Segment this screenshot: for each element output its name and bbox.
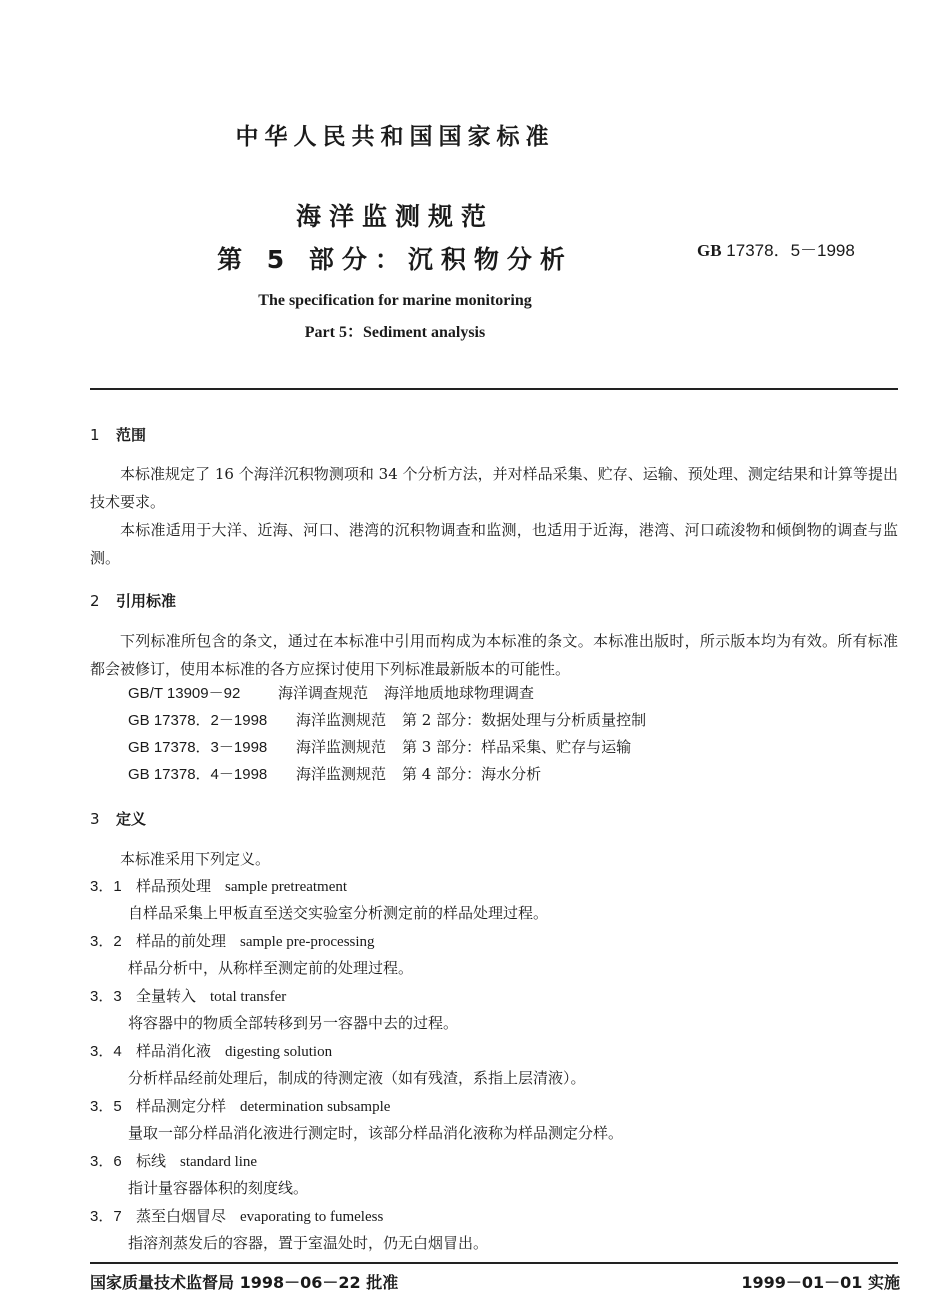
section-title: 引用标准: [116, 592, 177, 610]
definition-description: 量取一部分样品消化液进行测定时，该部分样品消化液称为样品测定分样。: [128, 1124, 624, 1142]
reference-title: 海洋调查规范: [278, 684, 369, 702]
definition-number: 3．7: [90, 1208, 122, 1225]
term-chinese: 样品消化液: [136, 1042, 212, 1060]
reference-item: [128, 736, 631, 757]
term-english: digesting solution: [225, 1044, 333, 1060]
implementation-date: 1999－01－01 实施: [741, 1273, 900, 1292]
national-standard-label: 中华人民共和国国家标准: [235, 124, 555, 150]
term-chinese: 样品预处理: [136, 877, 212, 895]
reference-part: 第 2 部分：数据处理与分析质量控制: [402, 711, 647, 729]
definition-description: 将容器中的物质全部转移到另一容器中去的过程。: [128, 1014, 459, 1032]
reference-title: 海洋监测规范: [296, 765, 387, 783]
reference-code: GB 17378．4－1998: [128, 766, 268, 783]
section-title: 范围: [116, 426, 147, 444]
english-title-line-1: The specification for marine monitoring: [258, 292, 532, 309]
definition-description: 分析样品经前处理后，制成的待测定液（如有残渣，系指上层清液）。: [128, 1069, 586, 1087]
definition-number: 3．3: [90, 988, 122, 1005]
standard-prefix: GB: [697, 241, 722, 260]
section-title: 定义: [116, 810, 147, 828]
definition-term: [90, 930, 375, 951]
definition-term: [90, 1095, 390, 1116]
definition-number: 3．4: [90, 1043, 122, 1060]
term-chinese: 蒸至白烟冒尽: [136, 1207, 227, 1225]
section-1-paragraph-2: 本标准适用于大洋、近海、河口、港湾的沉积物调查和监测，也适用于近海，港湾、河口疏浚物和倾倒物的调查与监测。: [90, 521, 898, 567]
section-number: 3: [90, 810, 100, 828]
section-2-heading: [90, 590, 176, 611]
definition-term: [90, 1150, 257, 1171]
reference-code: GB/T 13909－92: [128, 685, 241, 702]
section-1-paragraph-1: 本标准规定了 16 个海洋沉积物测项和 34 个分析方法，并对样品采集、贮存、运输、预处理、测定结果和计算等提出技术要求。: [90, 465, 898, 511]
english-title-line-2: Part 5：Sediment analysis: [304, 324, 486, 341]
reference-item: [128, 682, 534, 703]
standard-number: [697, 236, 855, 261]
term-english: sample pre-processing: [240, 934, 375, 950]
definition-description: 样品分析中，从称样至测定前的处理过程。: [128, 959, 414, 977]
reference-code: GB 17378．3－1998: [128, 739, 268, 756]
title-line-2: 第 5 部分：沉积物分析: [217, 245, 573, 274]
reference-part: 海洋地质地球物理调查: [384, 684, 535, 702]
section-1-heading: [90, 424, 146, 445]
definition-number: 3．6: [90, 1153, 122, 1170]
definition-number: 3．1: [90, 878, 122, 895]
section-3-intro: 本标准采用下列定义。: [120, 850, 271, 868]
definition-description: 指计量容器体积的刻度线。: [128, 1179, 309, 1197]
term-english: determination subsample: [240, 1099, 391, 1115]
reference-item: [128, 709, 646, 730]
section-number: 1: [90, 426, 100, 444]
reference-title: 海洋监测规范: [296, 711, 387, 729]
reference-title: 海洋监测规范: [296, 738, 387, 756]
term-chinese: 全量转入: [136, 987, 197, 1005]
standard-code: 17378．5－1998: [726, 241, 855, 260]
definition-term: [90, 875, 347, 896]
term-english: standard line: [180, 1154, 258, 1170]
title-line-1: 海洋监测规范: [295, 202, 494, 231]
term-english: total transfer: [210, 989, 287, 1005]
reference-part: 第 4 部分：海水分析: [402, 765, 542, 783]
definition-description: 指溶剂蒸发后的容器，置于室温处时，仍无白烟冒出。: [128, 1234, 489, 1252]
section-2-intro: 下列标准所包含的条文，通过在本标准中引用而构成为本标准的条文。本标准出版时，所示版本均为有效。所有标准都会被修订，使用本标准的各方应探讨使用下列标准最新版本的可能性。: [90, 632, 898, 678]
header-divider: [90, 388, 898, 390]
section-3-heading: [90, 808, 146, 829]
approval-line: 国家质量技术监督局 1998－06－22 批准: [90, 1273, 399, 1292]
definition-number: 3．5: [90, 1098, 122, 1115]
footer-divider: [90, 1262, 898, 1264]
definition-number: 3．2: [90, 933, 122, 950]
term-chinese: 样品测定分样: [136, 1097, 227, 1115]
definition-term: [90, 985, 286, 1006]
term-english: sample pretreatment: [225, 879, 348, 895]
term-chinese: 样品的前处理: [136, 932, 227, 950]
term-english: evaporating to fumeless: [240, 1209, 384, 1225]
definition-term: [90, 1205, 383, 1226]
reference-code: GB 17378．2－1998: [128, 712, 268, 729]
reference-part: 第 3 部分：样品采集、贮存与运输: [402, 738, 632, 756]
reference-item: [128, 763, 541, 784]
section-number: 2: [90, 592, 100, 610]
term-chinese: 标线: [136, 1152, 167, 1170]
definition-term: [90, 1040, 332, 1061]
definition-description: 自样品采集上甲板直至送交实验室分析测定前的样品处理过程。: [128, 904, 549, 922]
